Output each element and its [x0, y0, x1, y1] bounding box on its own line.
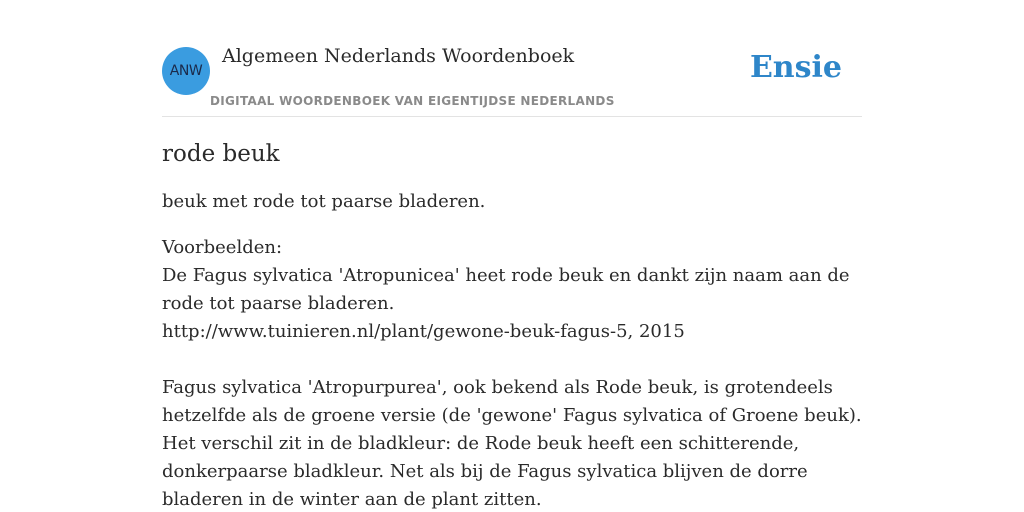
ensie-brand-link[interactable]: Ensie [749, 50, 842, 85]
anw-logo[interactable]: ANW [162, 47, 210, 95]
entry-headword: rode beuk [162, 141, 280, 167]
dictionary-subtitle: DIGITAAL WOORDENBOEK VAN EIGENTIJDSE NEDERLANDS [210, 94, 615, 108]
entry-content [162, 136, 862, 512]
example-spacer [162, 346, 862, 374]
entry-definition: beuk met rode tot paarse bladeren. [162, 191, 486, 212]
dictionary-title[interactable]: Algemeen Nederlands Woordenboek [222, 45, 575, 67]
example-text: De Fagus sylvatica 'Atropunicea' heet rode beuk en dankt zijn naam aan de rode tot paarse bladeren. [162, 265, 850, 314]
example-text: Fagus sylvatica 'Atropurpurea', ook bekend als Rode beuk, is grotendeels hetzelfde als de groene versie (de 'gewone' Fagus sylvatica of Groene beuk). Het verschil zit in de bladkleur: de Rode beuk heeft een schitterende, donkerpaarse bladkleur. Net als bij de Fagus sylvatica blijven de dorre bladeren in de winter aan de plant zitten. [162, 377, 862, 510]
examples-label: Voorbeelden: [162, 237, 283, 258]
example-source: http://www.tuinieren.nl/plant/gewone-beuk-fagus-5, 2015 [162, 321, 685, 342]
site-header [162, 0, 862, 117]
